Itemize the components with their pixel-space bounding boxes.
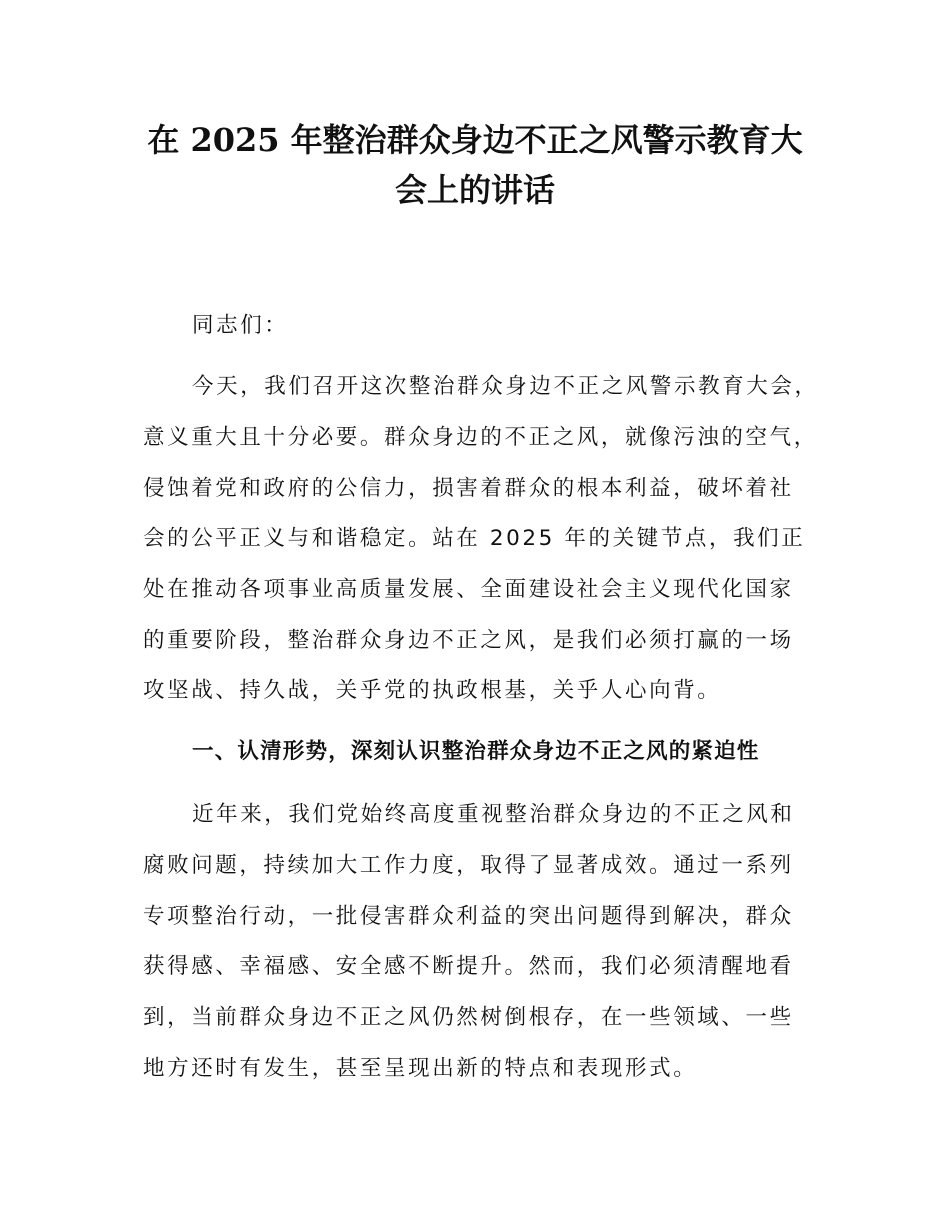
document-title-line-2: 会上的讲话: [394, 171, 555, 209]
salutation: 同志们：: [192, 313, 289, 338]
section-heading-1: 一、认清形势，深刻认识整治群众身边不正之风的紧迫性: [192, 739, 760, 764]
document-title-line-1: 在 2025 年整治群众身边不正之风警示教育大: [147, 121, 803, 159]
section1-line-3: 专项整治行动，一批侵害群众利益的突出问题得到解决，群众: [143, 904, 794, 929]
intro-line-2: 意义重大且十分必要。群众身边的不正之风，就像污浊的空气，: [143, 425, 818, 450]
section1-line-5: 到，当前群众身边不正之风仍然树倒根存，在一些领域、一些: [143, 1005, 794, 1030]
section1-line-1: 近年来，我们党始终高度重视整治群众身边的不正之风和: [192, 802, 795, 827]
intro-line-4: 会的公平正义与和谐稳定。站在 2025 年的关键节点，我们正: [143, 526, 806, 551]
intro-line-7: 攻坚战、持久战，关乎党的执政根基，关乎人心向背。: [143, 678, 722, 703]
section1-line-2: 腐败问题，持续加大工作力度，取得了显著成效。通过一系列: [143, 853, 794, 878]
intro-line-3: 侵蚀着党和政府的公信力，损害着群众的根本利益，破坏着社: [143, 476, 794, 501]
intro-line-5: 处在推动各项事业高质量发展、全面建设社会主义现代化国家: [143, 577, 794, 602]
section1-line-4: 获得感、幸福感、安全感不断提升。然而，我们必须清醒地看: [143, 954, 794, 979]
section1-line-6: 地方还时有发生，甚至呈现出新的特点和表现形式。: [143, 1056, 698, 1081]
intro-line-1: 今天，我们召开这次整治群众身边不正之风警示教育大会，: [192, 374, 819, 399]
intro-line-6: 的重要阶段，整治群众身边不正之风，是我们必须打赢的一场: [143, 628, 794, 653]
